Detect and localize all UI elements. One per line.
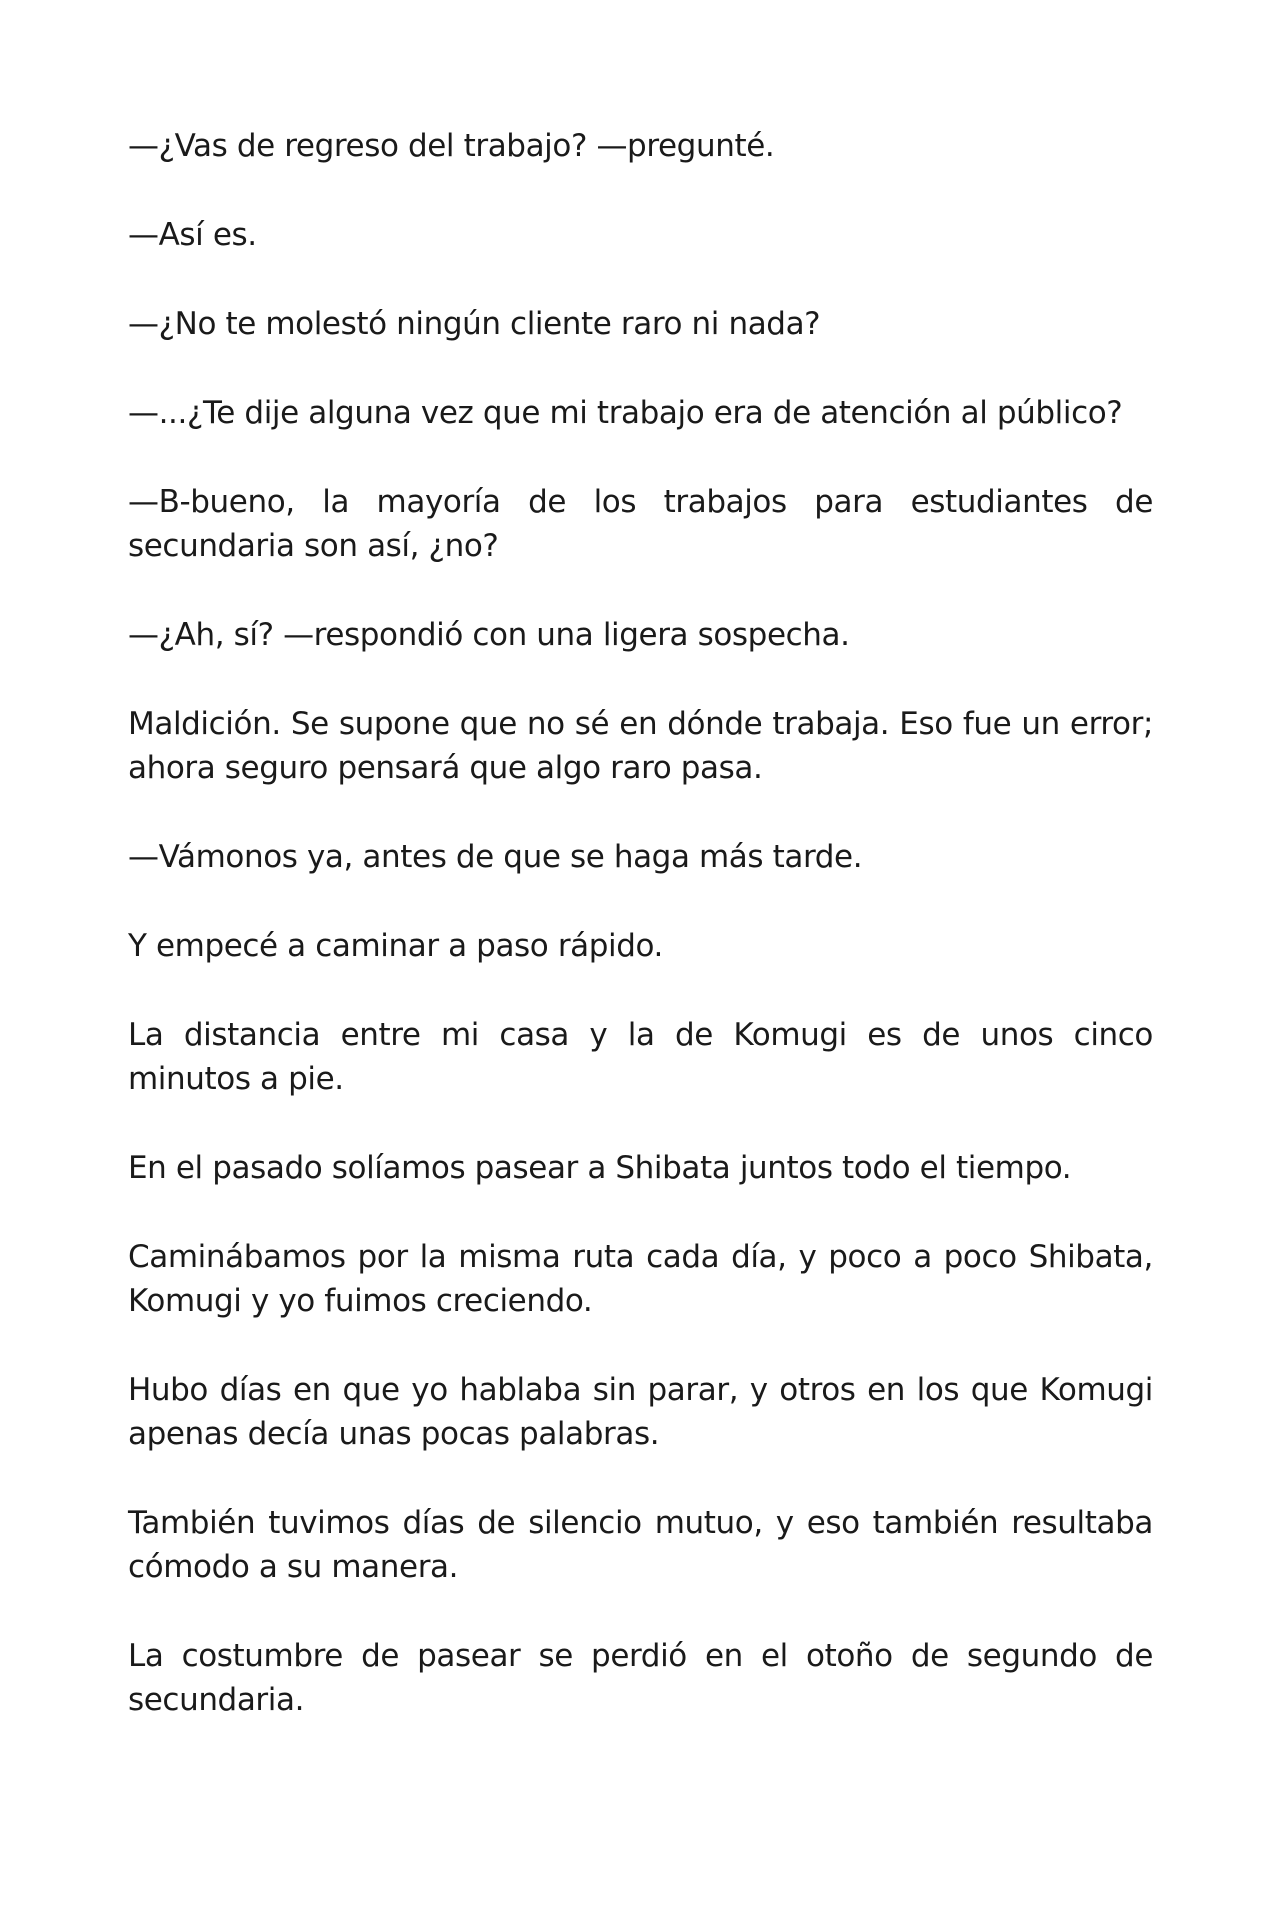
paragraph: Maldición. Se supone que no sé en dónde trabaja. Eso fue un error; ahora seguro pensará que algo raro pasa. — [128, 706, 1153, 786]
paragraph: —Así es. — [128, 217, 257, 253]
paragraph: Caminábamos por la misma ruta cada día, y poco a poco Shibata, Komugi y yo fuimos creciendo. — [128, 1239, 1153, 1319]
paragraph: —¿Vas de regreso del trabajo? —pregunté. — [128, 128, 775, 164]
paragraph: —¿No te molestó ningún cliente raro ni nada? — [128, 306, 821, 342]
paragraph: Hubo días en que yo hablaba sin parar, y otros en los que Komugi apenas decía unas pocas palabras. — [128, 1372, 1153, 1452]
paragraph: En el pasado solíamos pasear a Shibata juntos todo el tiempo. — [128, 1150, 1072, 1186]
paragraph: La distancia entre mi casa y la de Komugi es de unos cinco minutos a pie. — [128, 1017, 1153, 1097]
paragraph: —B-bueno, la mayoría de los trabajos para estudiantes de secundaria son así, ¿no? — [128, 484, 1153, 564]
paragraph: —...¿Te dije alguna vez que mi trabajo era de atención al público? — [128, 395, 1123, 431]
paragraph: —¿Ah, sí? —respondió con una ligera sospecha. — [128, 617, 850, 653]
paragraph: También tuvimos días de silencio mutuo, y eso también resultaba cómodo a su manera. — [128, 1505, 1153, 1585]
paragraph: La costumbre de pasear se perdió en el otoño de segundo de secundaria. — [128, 1638, 1153, 1718]
paragraph: —Vámonos ya, antes de que se haga más tarde. — [128, 839, 863, 875]
paragraph: Y empecé a caminar a paso rápido. — [128, 928, 664, 964]
document-page — [128, 124, 1153, 1767]
